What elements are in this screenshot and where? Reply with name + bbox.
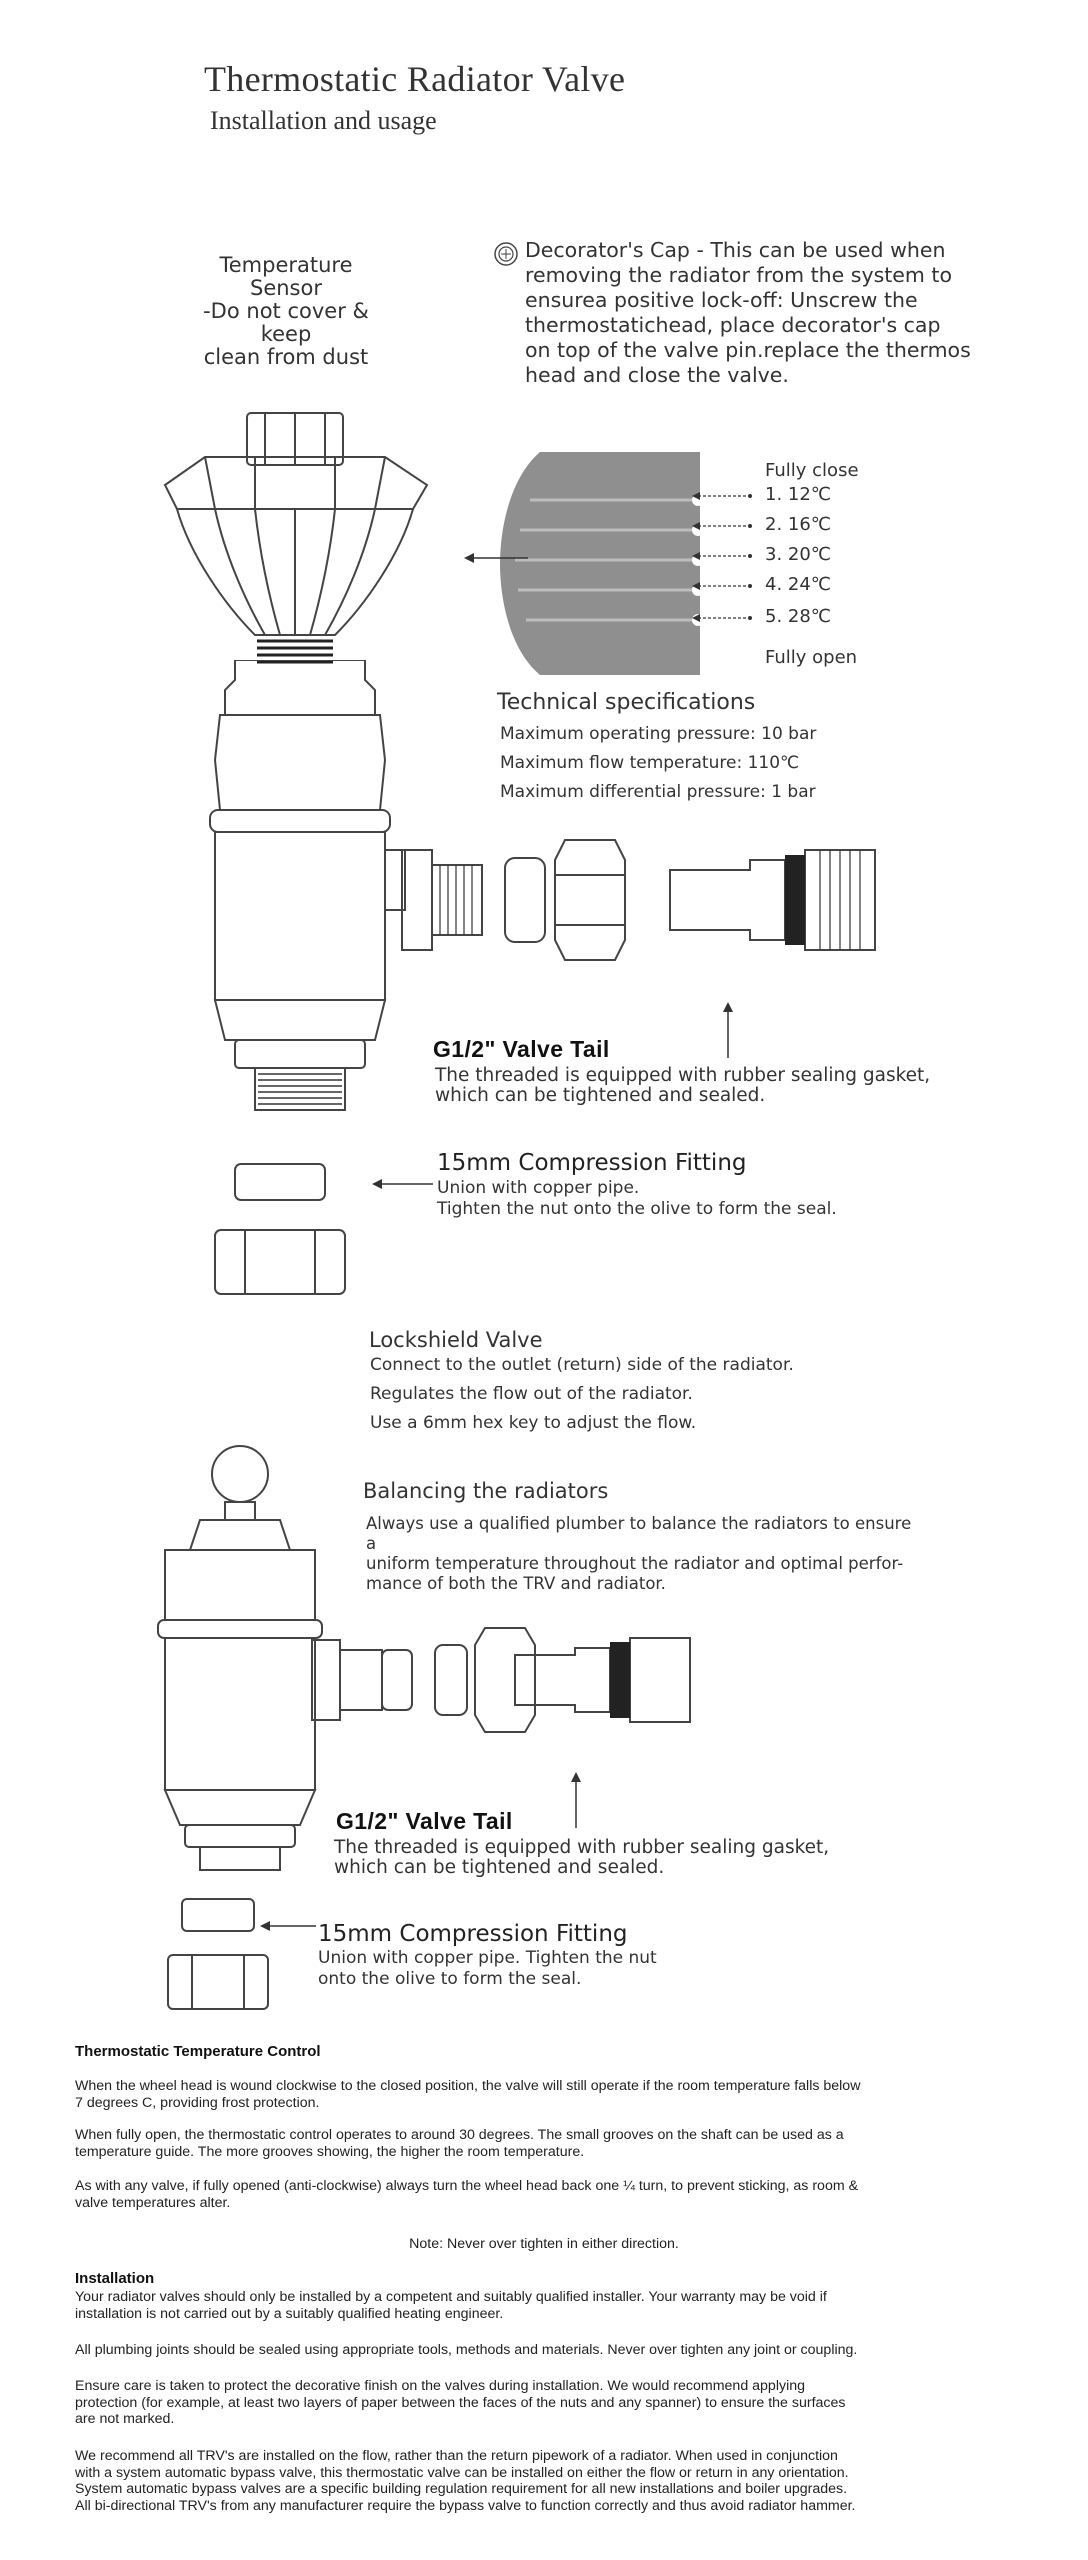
installation-paragraph: Your radiator valves should only be installed by a competent and suitably qualified installer. Your warranty may be void if installation is not carried out by a suitably qualified heating engineer. bbox=[75, 2289, 827, 2322]
control-heading: Thermostatic Temperature Control bbox=[75, 2043, 321, 2060]
scale-arrow-icon bbox=[690, 520, 754, 532]
trv-fittings-row-illustration bbox=[400, 830, 900, 970]
lockshield-fittings-row-illustration bbox=[310, 1620, 750, 1740]
trv-fitting-desc: Union with copper pipe. Tighten the nut onto the olive to form the seal. bbox=[437, 1178, 837, 1219]
lockshield-compression-parts-illustration bbox=[160, 1895, 300, 2015]
tech-spec-line: Maximum differential pressure: 1 bar bbox=[500, 782, 816, 802]
lockshield-valve-tail-desc: The threaded is equipped with rubber sealing gasket, which can be tightened and sealed. bbox=[334, 1837, 830, 1878]
control-paragraph: When the wheel head is wound clockwise to the closed position, the valve will still operate if the room temperature falls below 7 degrees C, providing frost protection. bbox=[75, 2078, 861, 2111]
scale-arrow-icon bbox=[690, 490, 754, 502]
trv-valve-tail-title: G1/2" Valve Tail bbox=[433, 1036, 610, 1062]
tech-spec-line: Maximum flow temperature: 110℃ bbox=[500, 753, 800, 773]
up-arrow-icon bbox=[568, 1770, 584, 1830]
trv-valve-body-illustration bbox=[180, 660, 420, 1140]
lockshield-line: Connect to the outlet (return) side of the radiator. bbox=[370, 1355, 794, 1375]
installation-heading: Installation bbox=[75, 2270, 155, 2287]
scale-setting-label: 1. 12℃ bbox=[765, 484, 832, 505]
left-arrow-icon bbox=[462, 550, 532, 566]
scale-setting-label: 5. 28℃ bbox=[765, 606, 832, 627]
control-paragraph: When fully open, the thermostatic control operates to around 30 degrees. The small grooves on the shaft can be used as a temperature guide. The more grooves showing, the higher the room temperature. bbox=[75, 2127, 844, 2160]
scale-fully-close: Fully close bbox=[765, 460, 859, 481]
lockshield-line: Use a 6mm hex key to adjust the flow. bbox=[370, 1413, 697, 1433]
lockshield-fitting-title: 15mm Compression Fitting bbox=[318, 1921, 628, 1947]
lockshield-valve-tail-title: G1/2" Valve Tail bbox=[336, 1808, 513, 1834]
lockshield-fitting-desc: Union with copper pipe. Tighten the nut onto the olive to form the seal. bbox=[318, 1948, 657, 1989]
installation-paragraph: We recommend all TRV's are installed on the flow, rather than the return pipework of a radiator. When used in conjunction with a system automatic bypass valve, this thermostatic valve can be installed on either the flow or return in any orientation. System automatic bypass valves are a specific building regulation requirement for all new installations and boiler upgrades. All bi-directional TRV's from any manufacturer require the bypass valve to function correctly and thus avoid radiator hammer. bbox=[75, 2448, 856, 2514]
tech-spec-line: Maximum operating pressure: 10 bar bbox=[500, 724, 817, 744]
trv-compression-parts-illustration bbox=[205, 1160, 385, 1300]
left-arrow-icon bbox=[370, 1176, 435, 1192]
up-arrow-icon bbox=[720, 1000, 736, 1060]
scale-setting-label: 4. 24℃ bbox=[765, 574, 832, 595]
decorators-cap-icon bbox=[492, 240, 520, 268]
scale-setting-label: 3. 20℃ bbox=[765, 544, 832, 565]
lockshield-line: Regulates the flow out of the radiator. bbox=[370, 1384, 693, 1404]
page-subtitle: Installation and usage bbox=[210, 106, 437, 135]
scale-arrow-icon bbox=[690, 612, 754, 624]
scale-arrow-icon bbox=[690, 580, 754, 592]
tech-specs-title: Technical specifications bbox=[497, 690, 756, 715]
scale-arrow-icon bbox=[690, 550, 754, 562]
control-paragraph: As with any valve, if fully opened (anti-clockwise) always turn the wheel head back one ¼ turn, to prevent sticking, as room & valve temperatures alter. bbox=[75, 2178, 859, 2211]
trv-fitting-title: 15mm Compression Fitting bbox=[437, 1150, 747, 1176]
installation-paragraph: All plumbing joints should be sealed using appropriate tools, methods and materials. Never over tighten any joint or coupling. bbox=[75, 2342, 858, 2358]
decorators-cap-text: Decorator's Cap - This can be used when removing the radiator from the system to ensurea positive lock-off: Unscrew the thermostatichead, place decorator's cap on top of the valve pin.replace the thermos head and close the valve. bbox=[525, 238, 971, 387]
control-note: Note: Never over tighten in either direction. bbox=[409, 2236, 679, 2252]
installation-paragraph: Ensure care is taken to protect the decorative finish on the valves during installation. We would recommend applying protection (for example, at least two layers of paper between the faces of the nuts and any spanner) to ensure the surfaces are not marked. bbox=[75, 2378, 846, 2427]
thermostatic-head-illustration bbox=[145, 405, 445, 665]
temperature-sensor-label: Temperature Sensor -Do not cover & keep clean from dust bbox=[203, 253, 369, 369]
trv-valve-tail-desc: The threaded is equipped with rubber sealing gasket, which can be tightened and sealed. bbox=[435, 1065, 931, 1106]
balancing-title: Balancing the radiators bbox=[363, 1479, 609, 1503]
balancing-text: Always use a qualified plumber to balance the radiators to ensure a uniform temperature throughout the radiator and optimal perfor- mance of both the TRV and radiator. bbox=[366, 1514, 912, 1593]
scale-setting-label: 2. 16℃ bbox=[765, 514, 832, 535]
scale-fully-open: Fully open bbox=[765, 647, 858, 668]
page-title: Thermostatic Radiator Valve bbox=[204, 59, 626, 99]
left-arrow-icon bbox=[258, 1918, 318, 1934]
lockshield-title: Lockshield Valve bbox=[369, 1328, 543, 1352]
